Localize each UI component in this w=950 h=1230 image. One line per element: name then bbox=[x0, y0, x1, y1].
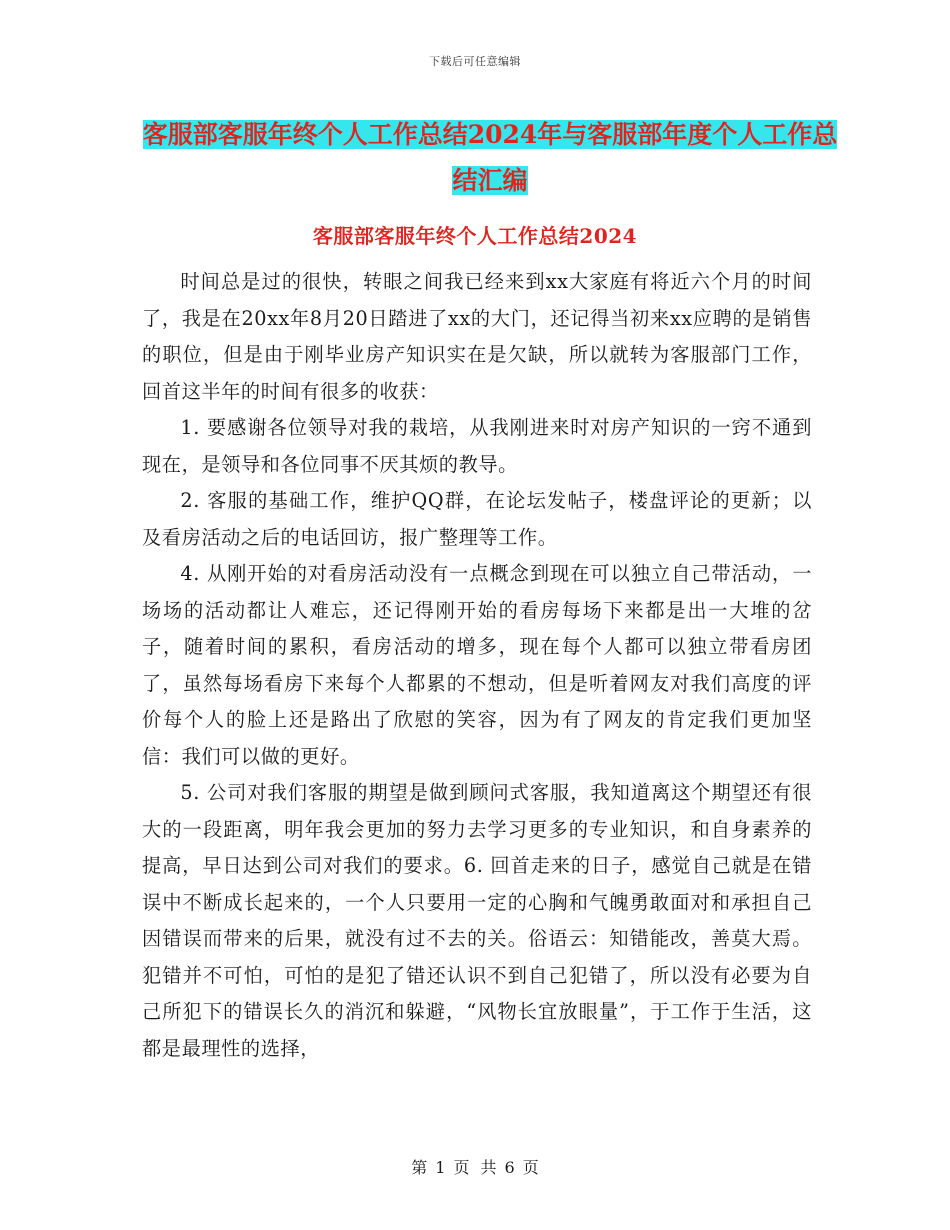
section-subtitle: 客服部客服年终个人工作总结2024 bbox=[312, 224, 638, 248]
document-body bbox=[142, 264, 812, 1067]
paragraph: 5. 公司对我们客服的期望是做到顾问式客服，我知道离这个期望还有很大的一段距离，明年我会更加的努力去学习更多的专业知识，和自身素养的提高，早日达到公司对我们的要求。6. 回首走来的日子，感觉自己就是在错误中不断成长起来的，一个人只要用一定的心胸和气魄勇敢面对和承担自己因错误而带来的后果，就没有过不去的关。俗语云：知错能改，善莫大焉。犯错并不可怕，可怕的是犯了错还认识不到自己犯错了，所以没有必要为自己所犯下的错误长久的消沉和躲避，“风物长宜放眼量”，于工作于生活，这都是最理性的选择， bbox=[142, 781, 812, 1060]
paragraph: 时间总是过的很快，转眼之间我已经来到xx大家庭有将近六个月的时间了，我是在20xx年8月20日踏进了xx的大门，还记得当初来xx应聘的是销售的职位，但是由于刚毕业房产知识实在是欠缺，所以就转为客服部门工作，回首这半年的时间有很多的收获： bbox=[142, 270, 812, 403]
document-title bbox=[140, 112, 840, 204]
header-note: 下载后可任意编辑 bbox=[429, 55, 521, 68]
footer-middle: 页 共 bbox=[453, 1158, 497, 1177]
paragraph: 2. 客服的基础工作，维护QQ群，在论坛发帖子，楼盘评论的更新；以及看房活动之后的电话回访，报广整理等工作。 bbox=[142, 489, 812, 549]
footer-suffix: 页 bbox=[522, 1158, 539, 1177]
paragraph: 1. 要感谢各位领导对我的栽培，从我刚进来时对房产知识的一窍不通到现在，是领导和各位同事不厌其烦的教导。 bbox=[142, 416, 812, 476]
footer-prefix: 第 bbox=[411, 1158, 428, 1177]
paragraph: 4. 从刚开始的对看房活动没有一点概念到现在可以独立自己带活动，一场场的活动都让人难忘，还记得刚开始的看房每场下来都是出一大堆的岔子，随着时间的累积，看房活动的增多，现在每个人都可以独立带看房团了，虽然每场看房下来每个人都累的不想动，但是听着网友对我们高度的评价每个人的脸上还是路出了欣慰的笑容，因为有了网友的肯定我们更加坚信：我们可以做的更好。 bbox=[142, 562, 812, 768]
page-number: 1 bbox=[435, 1158, 446, 1177]
page-total: 6 bbox=[504, 1158, 515, 1177]
document-title-text: 客服部客服年终个人工作总结2024年与客服部年度个人工作总结汇编 bbox=[142, 120, 838, 195]
page-footer bbox=[0, 1155, 950, 1178]
